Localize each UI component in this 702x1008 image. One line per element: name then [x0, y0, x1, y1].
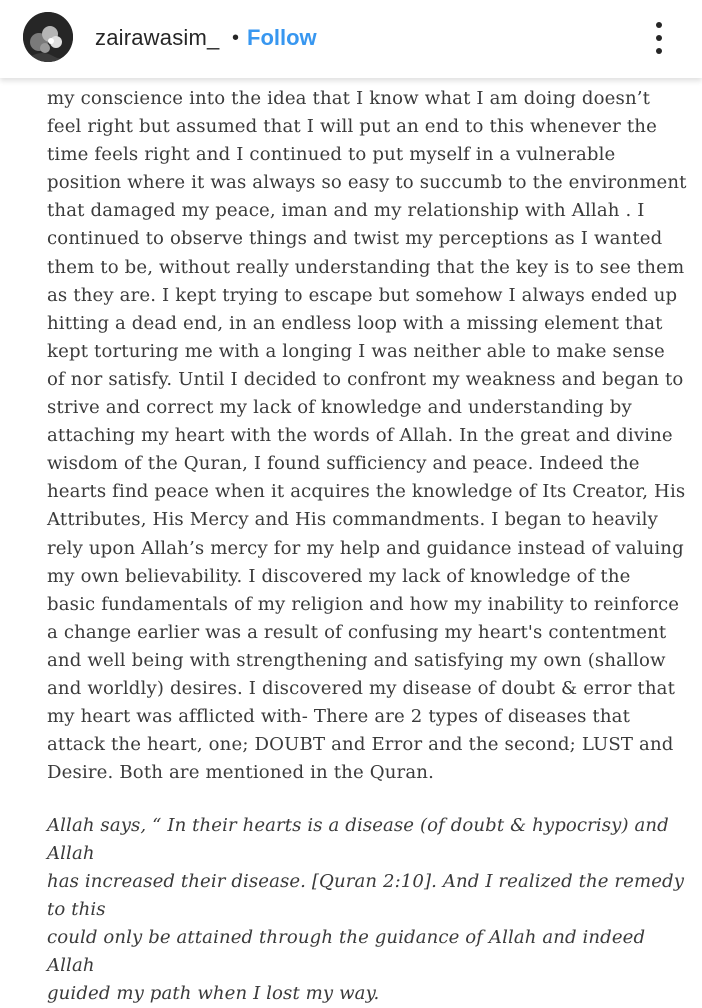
- post-quote-paragraph: Allah says, “ In their hearts is a disease (of doubt & hypocrisy) and Allah has increased their disease. [Quran 2:10]. And I realized the remedy to this could only be attained through the guidance of Allah and indeed Allah guided my path when I lost my way.: [47, 815, 685, 1005]
- follow-button[interactable]: Follow: [247, 25, 317, 50]
- username-link[interactable]: zairawasim_: [95, 25, 220, 50]
- separator-dot: •: [232, 27, 240, 49]
- more-dot-bottom: [656, 48, 662, 54]
- post-body-paragraph: my conscience into the idea that I know what I am doing doesn’t feel right but assumed that I will put an end to this whenever the time feels right and I continued to put myself in a vulnerable position where it was always so easy to succumb to the environment that damaged my peace, iman and my relationship with Allah . I continued to observe things and twist my perceptions as I wanted them to be, without really understanding that the key is to see them as they are. I kept trying to escape but somehow I always ended up hitting a dead end, in an endless loop with a missing element that kept torturing me with a longing I was neither able to make sense of nor satisfy. Until I decided to confront my weakness and began to strive and correct my lack of knowledge and understanding by attaching my heart with the words of Allah. In the great and divine wisdom of the Quran, I found sufficiency and peace. Indeed the hearts find peace when it acquires the knowledge of Its Creator, His Attributes, His Mercy and His commandments. I began to heavily rely upon Allah’s mercy for my help and guidance instead of valuing my own believability. I discovered my lack of knowledge of the basic fundamentals of my religion and how my inability to reinforce a change earlier was a result of confusing my heart's contentment and well being with strengthening and satisfying my own (shallow and worldly) desires. I discovered my disease of doubt & error that my heart was afflicted with- There are 2 types of diseases that attack the heart, one; DOUBT and Error and the second; LUST and Desire. Both are mentioned in the Quran.: [47, 88, 687, 784]
- more-dot-top: [656, 22, 662, 28]
- post-content: [47, 85, 687, 1008]
- post-header: [0, 0, 702, 78]
- more-dot-middle: [656, 35, 662, 41]
- more-options-vertical-icon[interactable]: [646, 20, 672, 56]
- profile-avatar-icon[interactable]: [23, 12, 73, 62]
